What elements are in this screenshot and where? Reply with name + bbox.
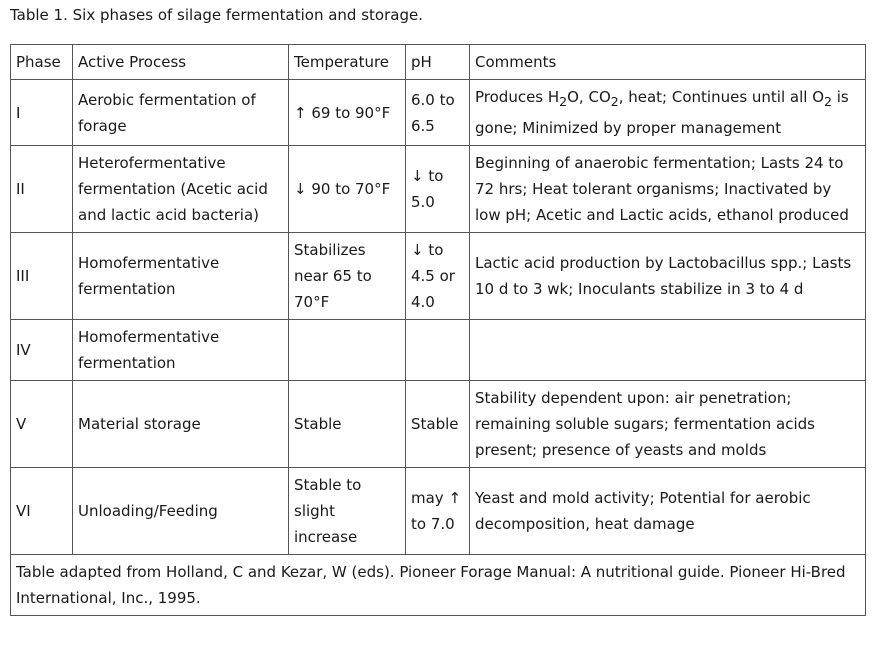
table-row bbox=[11, 146, 866, 233]
table-caption: Table 1. Six phases of silage fermentation and storage. bbox=[10, 6, 423, 24]
temperature-cell: Stable bbox=[289, 381, 406, 468]
comments-cell: Produces $H_2O$, $CO_2$, heat; Continues until all $O_2$ is gone; Minimized by proper management bbox=[470, 80, 866, 146]
comments-cell: Yeast and mold activity; Potential for aerobic decomposition, heat damage bbox=[470, 468, 866, 555]
phase-cell: II bbox=[11, 146, 73, 233]
phase-cell: V bbox=[11, 381, 73, 468]
ph-cell bbox=[406, 320, 470, 381]
table-row bbox=[11, 80, 866, 146]
temperature-cell: ↓ 90 to 70°F bbox=[289, 146, 406, 233]
comments-cell: Lactic acid production by Lactobacillus spp.; Lasts 10 d to 3 wk; Inoculants stabilize in 3 to 4 d bbox=[470, 233, 866, 320]
comments-cell bbox=[470, 320, 866, 381]
phase-cell: I bbox=[11, 80, 73, 146]
table-source-note: Table adapted from Holland, C and Kezar, W (eds). Pioneer Forage Manual: A nutritional guide. Pioneer Hi-Bred International, Inc., 1995. bbox=[11, 555, 866, 616]
ph-cell: Stable bbox=[406, 381, 470, 468]
ph-cell: ↓ to 4.5 or 4.0 bbox=[406, 233, 470, 320]
table-row bbox=[11, 233, 866, 320]
header-ph: pH bbox=[406, 45, 470, 80]
process-cell: Heterofermentative fermentation (Acetic acid and lactic acid bacteria) bbox=[73, 146, 289, 233]
header-row bbox=[11, 45, 866, 80]
process-cell: Homofermentative fermentation bbox=[73, 320, 289, 381]
header-temperature: Temperature bbox=[289, 45, 406, 80]
temperature-cell: Stable to slight increase bbox=[289, 468, 406, 555]
process-cell: Homofermentative fermentation bbox=[73, 233, 289, 320]
silage-phases-table bbox=[10, 44, 866, 616]
temperature-cell bbox=[289, 320, 406, 381]
ph-cell: 6.0 to 6.5 bbox=[406, 80, 470, 146]
phase-cell: IV bbox=[11, 320, 73, 381]
ph-cell: ↓ to 5.0 bbox=[406, 146, 470, 233]
phase-cell: VI bbox=[11, 468, 73, 555]
comments-cell: Stability dependent upon: air penetration; remaining soluble sugars; fermentation acids present; presence of yeasts and molds bbox=[470, 381, 866, 468]
temperature-cell: ↑ 69 to 90°F bbox=[289, 80, 406, 146]
comments-cell: Beginning of anaerobic fermentation; Lasts 24 to 72 hrs; Heat tolerant organisms; Inactivated by low pH; Acetic and Lactic acids, ethanol produced bbox=[470, 146, 866, 233]
header-process: Active Process bbox=[73, 45, 289, 80]
process-cell: Unloading/Feeding bbox=[73, 468, 289, 555]
header-phase: Phase bbox=[11, 45, 73, 80]
ph-cell: may ↑ to 7.0 bbox=[406, 468, 470, 555]
table-row bbox=[11, 381, 866, 468]
temperature-cell: Stabilizes near 65 to 70°F bbox=[289, 233, 406, 320]
footer-row bbox=[11, 555, 866, 616]
table-row bbox=[11, 468, 866, 555]
process-cell: Aerobic fermentation of forage bbox=[73, 80, 289, 146]
process-cell: Material storage bbox=[73, 381, 289, 468]
phase-cell: III bbox=[11, 233, 73, 320]
table-row bbox=[11, 320, 866, 381]
header-comments: Comments bbox=[470, 45, 866, 80]
